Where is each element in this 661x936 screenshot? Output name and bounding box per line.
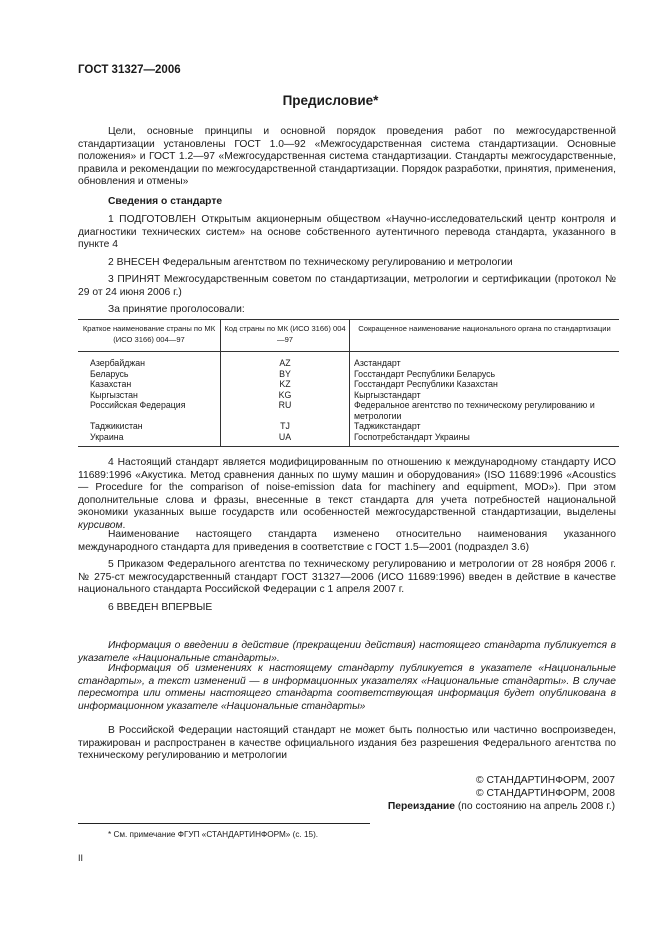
table-row (78, 432, 619, 447)
item-4-modified-standard (78, 457, 616, 533)
header-code: Код страны по МК (ИСО 3166) 004—97 (221, 320, 350, 352)
country-cell: Российская Федерация (90, 400, 186, 410)
country-cell: Азербайджан (90, 358, 145, 368)
item-5-order: 5 Приказом Федерального агентства по техническому регулированию и метрологии от 28 ноября 2006 г. № 275-ст межгосударственный стандарт ГОСТ 31327—2006 (ИСО 11689:1996) введен в действие в качестве национального стандарта Российской Федерации с 1 апреля 2007 г. (78, 559, 616, 596)
rf-reproduction-notice: В Российской Федерации настоящий стандарт не может быть полностью или частично воспроизведен, тиражирован и распространен в качестве официального издания без разрешения Федерального агентства по техническому регулированию и метрологии (78, 725, 616, 762)
title-change-note: Наименование настоящего стандарта изменено относительно наименования указанного международного стандарта для приведения в соответствие с ГОСТ 1.5—2001 (подраздел 3.6) (78, 529, 616, 553)
item-4-text: 4 Настоящий стандарт является модифицированным по отношению к международному стандарту ИСО 11689:1996 «Акустика. Метод сравнения данных по шуму машин и оборудования» (ISO 11689:1996 «Acoustics — Procedure for the comparison of noise-emission data for machinery and equipment, MOD»). При этом дополнительные слова и фразы, внесенные в текст стандарта для учета потребностей национальной экономики указанных выше государств или особенностей межгосударственной стандартизации, выделены (78, 457, 616, 519)
table-row (78, 379, 619, 390)
info-introduction-notice: Информация о введении в действие (прекращении действия) настоящего стандарта публикуется в указателе «Национальные стандарты». (78, 640, 616, 664)
table-row (78, 352, 619, 369)
item-1-prepared: 1 ПОДГОТОВЛЕН Открытым акционерным обществом «Научно-исследовательский центр контроля и диагностики технических систем» на основе собственного аутентичного перевода стандарта, указанного в пункте 4 (78, 214, 616, 251)
info-changes-notice: Информация об изменениях к настоящему стандарту публикуется в указателе «Национальные стандарты», а текст изменений — в информационных указателях «Национальные стандарты». В случае пересмотра или отмены настоящего стандарта соответствующая информация будет опубликована в информационном указателе «Национальные стандарты» (78, 663, 616, 712)
country-cell: Казахстан (90, 379, 132, 389)
body-cell: Госпотребстандарт Украины (350, 432, 620, 447)
code-cell: BY (221, 369, 350, 380)
table-row (78, 369, 619, 380)
table-row (78, 400, 619, 421)
reprint-date: (по состоянию на апрель 2008 г.) (455, 801, 615, 812)
body-cell: Таджикстандарт (350, 421, 620, 432)
body-cell: Федеральное агентство по техническому регулированию и метрологии (350, 400, 620, 421)
header-body: Сокращенное наименование национального органа по стандартизации (350, 320, 620, 352)
voting-countries-table (78, 319, 619, 447)
item-2-submitted: 2 ВНЕСЕН Федеральным агентством по техническому регулированию и метрологии (108, 257, 513, 268)
body-cell: Госстандарт Республики Беларусь (350, 369, 620, 380)
footnote: * См. примечание ФГУП «СТАНДАРТИНФОРМ» (с. 15). (108, 830, 319, 839)
reprint-line (388, 801, 615, 814)
page-number: II (78, 853, 84, 863)
table-row (78, 421, 619, 432)
country-cell: Кыргызстан (90, 389, 138, 400)
country-cell: Беларусь (90, 368, 129, 379)
item-4-tail: . (122, 519, 126, 531)
reprint-label: Переиздание (387, 801, 455, 812)
page-title: Предисловие* (282, 93, 379, 108)
document-code-header: ГОСТ 31327—2006 (78, 64, 181, 76)
body-cell: Госстандарт Республики Казахстан (350, 379, 620, 390)
item-4-italic-word: курсивом (78, 519, 123, 531)
code-cell: AZ (221, 352, 350, 369)
copyright-2007: © СТАНДАРТИНФОРМ, 2007 (476, 775, 615, 786)
code-cell: KZ (221, 379, 350, 390)
about-standard-heading: Сведения о стандарте (108, 196, 223, 207)
voted-for-label: За принятие проголосовали: (108, 304, 245, 315)
intro-paragraph: Цели, основные принципы и основной порядок проведения работ по межгосударственной стандартизации установлены ГОСТ 1.0—92 «Межгосударственная система стандартизации. Основные положения» и ГОСТ 1.2—97 «Межгосударственная система стандартизации. Стандарты межгосударственные, правила и рекомендации по межгосударственной стандартизации. Порядок разработки, принятия, применения, обновления и отмены» (78, 126, 616, 188)
code-cell: TJ (221, 421, 350, 432)
table-row (78, 390, 619, 401)
item-6-first-introduced: 6 ВВЕДЕН ВПЕРВЫЕ (108, 602, 213, 613)
copyright-2008: © СТАНДАРТИНФОРМ, 2008 (476, 788, 615, 799)
code-cell: UA (221, 432, 350, 447)
code-cell: RU (221, 400, 350, 421)
item-3-adopted: 3 ПРИНЯТ Межгосударственным советом по стандартизации, метрологии и сертификации (протокол № 29 от 24 июня 2006 г.) (78, 274, 616, 298)
body-cell: Азстандарт (350, 352, 620, 369)
country-cell: Таджикистан (90, 421, 143, 431)
footnote-divider (78, 823, 370, 824)
body-cell: Кыргызстандарт (350, 390, 620, 401)
country-cell: Украина (78, 432, 221, 447)
header-country: Краткое наименование страны по МК (ИСО 3166) 004—97 (78, 320, 221, 352)
table-header-row (78, 320, 619, 352)
code-cell: KG (221, 390, 350, 401)
